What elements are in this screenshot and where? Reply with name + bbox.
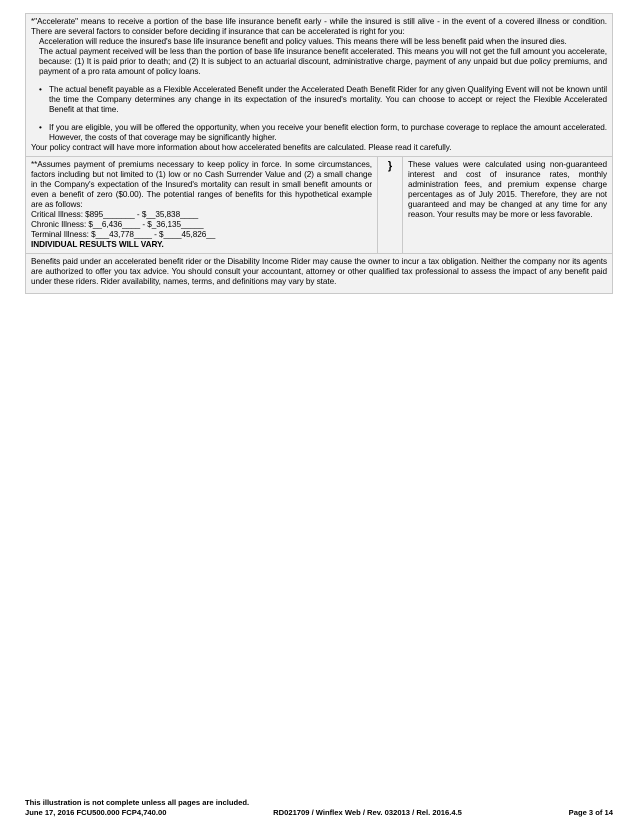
- bullet-replacement-coverage-text: If you are eligible, you will be offered the opportunity, when you receive your benefit election form, to purchase coverage to replace the amount accelerated. However, the costs of that coverage may be significantly higher.: [49, 123, 607, 142]
- bullet-flexible-benefit-text: The actual benefit payable as a Flexible Accelerated Benefit under the Accelerated Death Benefit Rider for any given Qualifying Event will not be known until the time the Company determines any change in its expectation of the insured's mortality. You can choose to accept or reject the Flexible Accelerated Benefit at that time.: [49, 85, 607, 114]
- page-footer: [25, 798, 613, 818]
- results-vary-warning: INDIVIDUAL RESULTS WILL VARY.: [31, 240, 164, 249]
- bullet-icon: •: [39, 85, 42, 94]
- tax-obligation-text: Benefits paid under an accelerated benefit rider or the Disability Income Rider may cause the owner to incur a tax obligation. Neither the company nor its agents are authorized to offer you tax advice. You should consult your accountant, attorney or other qualified tax professional to assess the impact of any benefit paid under these riders. Rider availability, names, terms, and definitions may vary by state.: [31, 257, 607, 286]
- policy-contract-note: Your policy contract will have more information about how accelerated benefits are calculated. Please read it carefully.: [31, 143, 452, 152]
- footer-version: RD021709 / Winflex Web / Rev. 032013 / Rel. 2016.4.5: [273, 808, 462, 817]
- premium-assumption-text: **Assumes payment of premiums necessary to keep policy in force. In some circumstances, factors including but not limited to (1) low or no Cash Surrender Value and (2) a small change in the Company's expectation of the Insured's mortality can result in small benefit amounts or even a benefit of zero ($0.00). The potential ranges of benefits for this hypothetical example are as follows:: [31, 160, 372, 209]
- accelerate-definition-box: [25, 13, 613, 157]
- acceleration-reduction-text: Acceleration will reduce the insured's base life insurance benefit and policy values. This means there will be less benefit paid when the insured dies.: [39, 37, 567, 46]
- illustration-page: [25, 13, 613, 294]
- tax-obligation-box: [25, 254, 613, 294]
- terminal-illness-range: Terminal Illness: $___43,778____ - $____45,826__: [31, 230, 216, 239]
- chronic-illness-range: Chronic Illness: $__6,436____ - $_36,135_____: [31, 220, 204, 229]
- completeness-notice: This illustration is not complete unless all pages are included.: [25, 798, 250, 807]
- benefit-ranges-box: [25, 157, 613, 254]
- critical-illness-range: Critical Illness: $895_______ - $__35,838____: [31, 210, 199, 219]
- accelerate-intro: *"Accelerate" means to receive a portion of the base life insurance benefit early - while the insured is still alive - in the event of a covered illness or condition. There are several factors to consider before deciding if insurance that can be accelerated is right for you:: [31, 17, 607, 36]
- page-number: Page 3 of 14: [568, 808, 613, 817]
- actual-payment-text: The actual payment received will be less than the portion of base life insurance benefit accelerated. This means you will not get the full amount you accelerate, because: (1) It is paid prior to death; and (2) It is subject to an actuarial discount, administrative charge, payment of any unpaid but due policy premiums, and payment of a pro rata amount of policy loans.: [39, 47, 607, 76]
- brace-symbol: }: [378, 157, 403, 253]
- bullet-flexible-benefit: [31, 85, 607, 115]
- non-guaranteed-values-text: These values were calculated using non-guaranteed interest and cost of insurance rates, monthly administration fees, and premium expense charge percentages as of July 2015. Therefore, they are not guaranteed and may be changed at any time for any reason. Your results may be more or less favorable.: [408, 160, 607, 219]
- bullet-replacement-coverage: [31, 123, 607, 143]
- footer-info-line: [25, 808, 613, 818]
- bullet-icon: •: [39, 123, 42, 132]
- footer-date-info: June 17, 2016 FCU500.000 FCP4,740.00: [25, 808, 167, 817]
- benefit-ranges-cell: [26, 157, 378, 253]
